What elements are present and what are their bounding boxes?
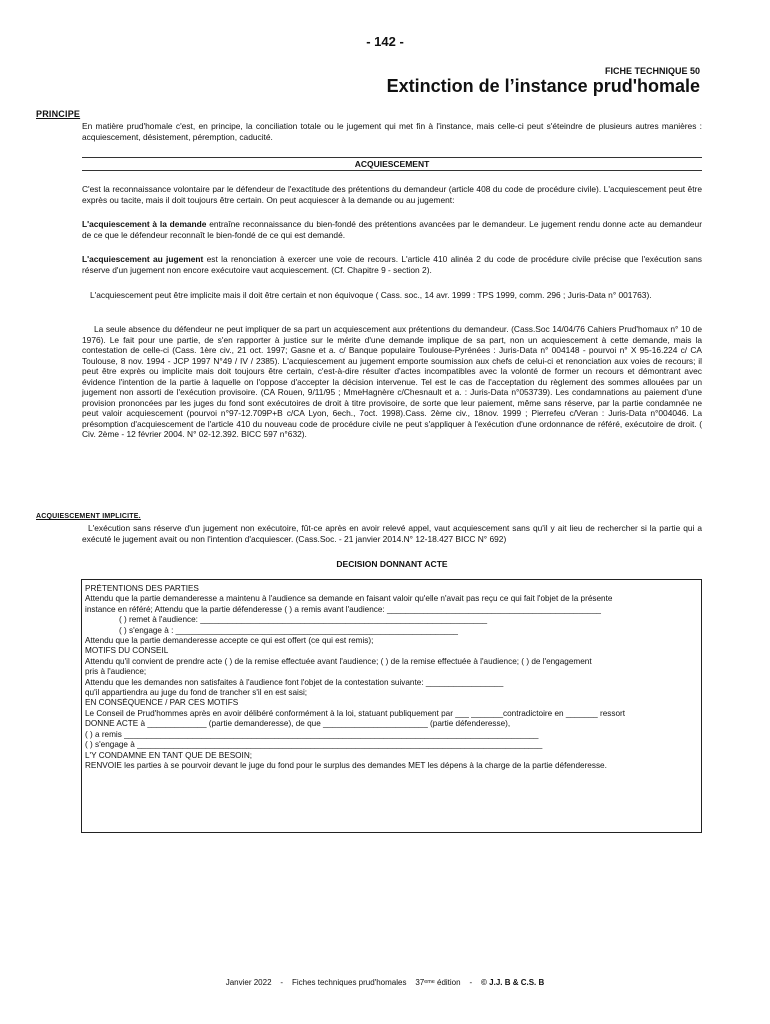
paragraph-jugement-lead: L'acquiescement au jugement bbox=[82, 254, 204, 264]
decision-line: instance en référé; Attendu que la partie défenderesse ( ) a remis avant l'audience: _______________________________________________ bbox=[85, 604, 601, 614]
page-title: Extinction de l’instance prud'homale bbox=[386, 76, 700, 96]
footer-publication: Fiches techniques prud'homales bbox=[291, 978, 407, 987]
decision-line: PRÉTENTIONS DES PARTIES bbox=[85, 584, 199, 593]
paragraph-demande-lead: L'acquiescement à la demande bbox=[82, 219, 207, 229]
decision-line: qu'il appartiendra au juge du fond de trancher s'il en est saisi; bbox=[85, 688, 308, 698]
decision-line: Attendu qu'il convient de prendre acte ( ) de la remise effectuée avant l'audience; ( ) de la remise effectuée à l'audience; ( ) de l'engagement bbox=[85, 656, 592, 666]
paragraph-demande-text: entraîne reconnaissance du bien-fondé des prétentions avancées par le demandeur. Le jugement rendu donne acte au demandeur de ce que le défendeur reconnaît le bien-fondé de ce qui est demandé. bbox=[82, 219, 702, 240]
decision-box bbox=[81, 579, 702, 833]
paragraph-demande bbox=[82, 219, 702, 240]
footer-copyright: © J.J. B & C.S. B bbox=[481, 978, 545, 987]
decision-line: Attendu que la partie demanderesse accepte ce qui est offert (ce qui est remis); bbox=[85, 636, 374, 646]
page-footer bbox=[0, 978, 770, 987]
decision-line: MOTIFS DU CONSEIL bbox=[85, 646, 169, 656]
footer-separator: - bbox=[469, 978, 473, 987]
principe-text: En matière prud'homale c'est, en principe, la conciliation totale ou le jugement qui met fin à l'instance, mais celle-ci peut s'éteindre de plusieurs autres manières : acquiescement, désistement, péremption, caducité. bbox=[82, 121, 702, 142]
decision-line: ( ) remet à l'audience: _______________________________________________________________ bbox=[119, 615, 488, 625]
paragraph-implicite: L'acquiescement peut être implicite mais il doit être certain et non équivoque ( Cass. soc., 14 avr. 1999 : TPS 1999, comm. 296 ; Juris-Data n° 001763). bbox=[90, 290, 652, 300]
principe-label-text: PRINCIPE bbox=[36, 109, 81, 119]
page-number: - 142 - bbox=[366, 34, 404, 49]
principe-label bbox=[36, 109, 80, 119]
paragraph-jugement-text: est la renonciation à exercer une voie de recours. L'article 410 alinéa 2 du code de procédure civile précise que l'exécution sans réserve d'un jugement non encore exécutoire vaut acquiescement. (Cf. Chapitre 9 - section 2). bbox=[82, 254, 702, 275]
paragraph-jugement bbox=[82, 254, 702, 275]
footer-separator: - bbox=[280, 978, 284, 987]
decision-line: Attendu que les demandes non satisfaites à l'audience font l'objet de la contestation suivante: _________________ bbox=[85, 677, 504, 687]
decision-line: pris à l'audience; bbox=[85, 667, 147, 677]
acquiescement-implicite-label: ACQUIESCEMENT IMPLICITE. bbox=[36, 513, 141, 520]
decision-line: EN CONSÉQUENCE / PAR CES MOTIFS bbox=[85, 698, 239, 708]
paragraph-definition: C'est la reconnaissance volontaire par le défendeur de l'exactitude des prétentions du demandeur (article 408 du code de procédure civile). L'acquiescement peut être exprès ou tacite, mais il doit toujours être certain. On peut acquiescer à la demande ou au jugement: bbox=[82, 184, 702, 205]
decision-line: Le Conseil de Prud'hommes après en avoir délibéré conformément à la loi, statuant publiquement par ___ _______contradictoire en _______ ressort bbox=[85, 708, 625, 718]
decision-title: DECISION DONNANT ACTE bbox=[336, 559, 448, 569]
footer-date: Janvier 2022 bbox=[225, 978, 272, 987]
acquiescement-heading: ACQUIESCEMENT bbox=[82, 157, 702, 171]
paragraph-jurisprudence: La seule absence du défendeur ne peut impliquer de sa part un acquiescement aux prétentions du demandeur. (Cass.Soc 14/04/76 Cahiers Prud'homaux n° 10 de 1976). Le fait pour une partie, de s'en rapporter à justice sur le mérite d'une demande implique de sa part, non un acquiescement à cette demande, mais la contestation de celle-ci (Cass. 1ère civ., 21 oct. 1997; Gasne et a. c/ Banque populaire Toulouse-Pyrénées : Juris-Data n° 004148 - pourvoi n° X 95-16.224 c/ CA Toulouse, 8 nov. 1994 - JCP 1997 N°49 / IV / 2385). L'acquiescement au jugement emporte soumission aux chefs de celui-ci et renonciation aux voies de recours; il peut être exprès ou implicite mais doit toujours être certain, c'est-à-dire résulter d'actes incompatibles avec la volonté de former un recours et démontrant avec évidence l'intention de la partie à laquelle on l'oppose d'accepter la décision intervenue. Tel est le cas de l'acceptation du règlement des sommes allouées par un jugement non assorti de l'exécution provisoire. (CA Rouen, 9/11/95 ; MmeHagnère c/Chesnault et a. : Juris-Data n°053739). Les condamnations au paiement d'une provision prononcées par les juges du fond sont exécutoires de droit à titre provisoire, de sorte que leur paiement, même sans réserve, par la partie condamnée ne peut valoir acquiescement (pourvoi n°97-12.709P+B c/CA Lyon, 6ech., 7oct. 1998).Cass. 2ème civ., 18nov. 1999 ; Pierrefeu c/Veran : Juris-Data n°004046. La présomption d'acquiescement de l'article 410 du nouveau code de procédure civile ne peut s'appliquer à l'exécution d'une ordonnance de référé, exécutoire de droit. ( Civ. 2ème - 12 février 2004. N° 02-12.392. BICC 597 n°632). bbox=[82, 324, 702, 439]
decision-line: RENVOIE les parties à se pourvoir devant le juge du fond pour le surplus des demandes MET les dépens à la charge de la partie défenderesse. bbox=[85, 760, 607, 770]
decision-line: DONNE ACTE à _____________ (partie demanderesse), de que _______________________ (partie défenderesse), bbox=[85, 719, 511, 729]
decision-line: ( ) a remis ___________________________________________________________________________________________ bbox=[85, 729, 539, 739]
decision-line: ( ) s'engage à : ______________________________________________________________ bbox=[119, 625, 458, 635]
fiche-label: FICHE TECHNIQUE 50 bbox=[604, 66, 700, 76]
acquiescement-implicite-text: L'exécution sans réserve d'un jugement non exécutoire, fût-ce après en avoir relevé appel, vaut acquiescement sans qu'il y ait lieu de rechercher si la partie qui a exécuté le jugement avait ou non l'intention d'acquiescer. (Cass.Soc. - 21 janvier 2014.N° 12-18.427 BICC N° 692) bbox=[82, 523, 702, 544]
footer-edition: 37ᵉᵐᵉ édition bbox=[415, 978, 461, 987]
decision-line: L'Y CONDAMNE EN TANT QUE DE BESOIN; bbox=[85, 750, 253, 760]
decision-line: Attendu que la partie demanderesse a maintenu à l'audience sa demande en faisant valoir qu'elle n'avait pas reçu ce qui fait l'objet de la présente bbox=[85, 594, 613, 604]
decision-line: ( ) s'engage à _________________________________________________________________________________________ bbox=[85, 740, 543, 750]
